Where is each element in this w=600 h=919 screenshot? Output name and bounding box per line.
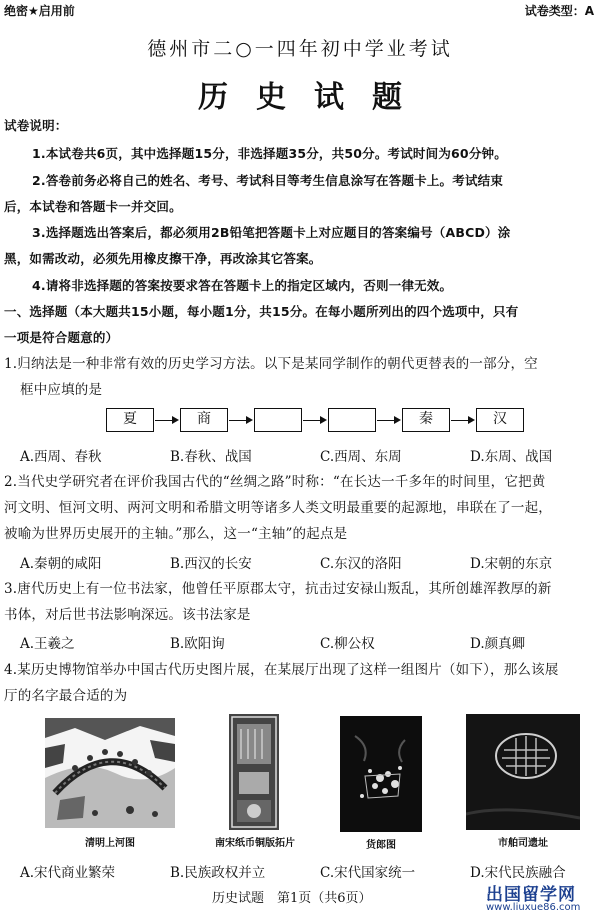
q1-option-c: C.西周、东周 xyxy=(320,449,402,465)
q3-option-d: D.颜真卿 xyxy=(470,636,526,652)
section-heading-cont: 一项是符合题意的） xyxy=(4,330,119,345)
confidential-label: 绝密★启用前 xyxy=(4,4,75,18)
q1-stem: 1.归纳法是一种非常有效的历史学习方法。以下是某同学制作的朝代更替表的一部分，空 xyxy=(4,356,538,372)
caption-banknote: 南宋纸币铜版拓片 xyxy=(215,838,295,849)
qingming-scroll-image xyxy=(45,718,175,828)
peddler-painting-image xyxy=(340,716,422,832)
q1-option-d: D.东周、战国 xyxy=(470,449,553,465)
q3-stem: 3.唐代历史上有一位书法家，他曾任平原郡太守，抗击过安禄山叛乱，其所创雄浑教厚的新 xyxy=(4,581,552,597)
q2-option-c: C.东汉的洛阳 xyxy=(320,556,402,572)
song-banknote-image xyxy=(229,714,279,830)
watermark-url[interactable]: www.liuxue86.com xyxy=(486,902,581,913)
watermark-logo: 出国留学网 xyxy=(486,885,576,905)
chain-arrow xyxy=(377,420,399,421)
q4-option-c: C.宋代国家统一 xyxy=(320,865,416,881)
dynasty-box-xia: 夏 xyxy=(106,408,154,432)
subject-title: 历史试题 xyxy=(198,80,430,115)
q2-option-b: B.西汉的长安 xyxy=(170,556,252,572)
instruction-2b: 后，本试卷和答题卡一并交回。 xyxy=(4,199,182,214)
q1-option-b: B.春秋、战国 xyxy=(170,449,252,465)
section-heading: 一、选择题（本大题共15小题，每小题1分，共15分。在每小题所列出的四个选项中，只有 xyxy=(4,304,519,319)
caption-qingming: 清明上河图 xyxy=(85,838,135,849)
instruction-1: 1.本试卷共6页，其中选择题15分，非选择题35分，共50分。考试时间为60分钟。 xyxy=(32,146,507,161)
chain-arrow xyxy=(229,420,251,421)
caption-peddler: 货郎图 xyxy=(366,840,396,851)
shibosi-ruins-image xyxy=(466,714,580,830)
q3-option-b: B.欧阳询 xyxy=(170,636,225,652)
q4-stem: 4.某历史博物馆举办中国古代历史图片展，在某展厅出现了这样一组图片（如下），那么该展 xyxy=(4,662,559,678)
dynasty-box-han: 汉 xyxy=(476,408,524,432)
paper-type-label: 试卷类型：A xyxy=(524,4,594,18)
chain-arrow xyxy=(303,420,325,421)
instruction-3a: 3.选择题选出答案后，都必须用2B铅笔把答题卡上对应题目的答案编号（ABCD）涂 xyxy=(32,225,511,240)
dynasty-box-blank-2 xyxy=(328,408,376,432)
q3-stem-cont: 书体，对后世书法影响深远。该书法家是 xyxy=(4,607,251,623)
q4-stem-cont: 厅的名字最合适的为 xyxy=(4,688,128,704)
q2-option-a: A.秦朝的咸阳 xyxy=(20,556,102,572)
chain-arrow xyxy=(451,420,473,421)
q4-option-a: A.宋代商业繁荣 xyxy=(20,865,116,881)
instruction-3b: 黑，如需改动，必须先用橡皮擦干净，再改涂其它答案。 xyxy=(4,251,322,266)
exam-title: 德州市二○一四年初中学业考试 xyxy=(147,38,453,60)
q4-option-d: D.宋代民族融合 xyxy=(470,865,566,881)
q2-option-d: D.宋朝的东京 xyxy=(470,556,553,572)
q4-option-b: B.民族政权并立 xyxy=(170,865,266,881)
q2-stem-cont-1: 河文明、恒河文明、两河文明和希腊文明等诸多人类文明最重要的起源地，串联在了一起， xyxy=(4,500,552,516)
q3-option-a: A.王羲之 xyxy=(20,636,75,652)
page-footer: 历史试题 第1页（共6页） xyxy=(212,891,372,906)
instruction-4: 4.请将非选择题的答案按要求答在答题卡上的指定区域内，否则一律无效。 xyxy=(32,278,453,293)
q1-option-a: A.西周、春秋 xyxy=(20,449,102,465)
q2-stem: 2.当代史学研究者在评价我国古代的“丝绸之路”时称：“在长达一千多年的时间里，它把黄 xyxy=(4,474,546,490)
chain-arrow xyxy=(155,420,177,421)
dynasty-box-shang: 商 xyxy=(180,408,228,432)
q1-stem-cont: 框中应填的是 xyxy=(20,382,103,398)
caption-shibosi: 市舶司遗址 xyxy=(498,838,548,849)
instruction-2a: 2.答卷前务必将自己的姓名、考号、考试科目等考生信息涂写在答题卡上。考试结束 xyxy=(32,173,504,188)
q2-stem-cont-2: 被喻为世界历史展开的主轴。”那么，这一“主轴”的起点是 xyxy=(4,526,348,542)
dynasty-box-blank-1 xyxy=(254,408,302,432)
q3-option-c: C.柳公权 xyxy=(320,636,375,652)
dynasty-box-qin: 秦 xyxy=(402,408,450,432)
instructions-heading: 试卷说明： xyxy=(4,118,68,133)
